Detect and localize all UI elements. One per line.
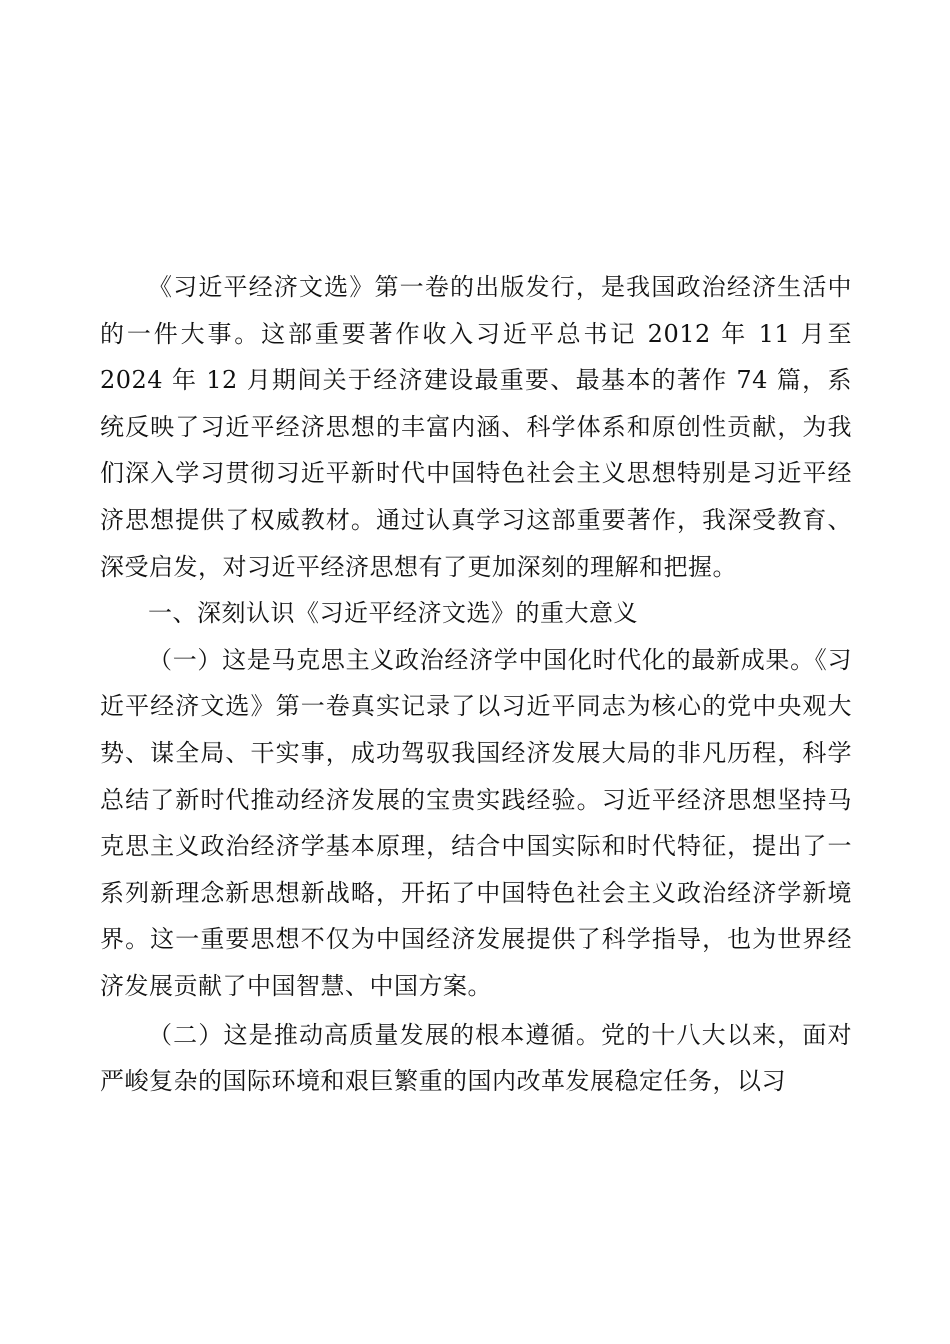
intro-paragraph: 《习近平经济文选》第一卷的出版发行，是我国政治经济生活中的一件大事。这部重要著作收入习近平总书记 2012 年 11 月至 2024 年 12 月期间关于经济建设最重要、最基本的著作 74 篇，系统反映了习近平经济思想的丰富内涵、科学体系和原创性贡献，为我们深入学习贯彻习近平新时代中国特色社会主义思想特别是习近平经济思想提供了权威教材。通过认真学习这部重要著作，我深受教育、深受启发，对习近平经济思想有了更加深刻的理解和把握。	[100, 273, 852, 581]
subsection-paragraph-2: （二）这是推动高质量发展的根本遵循。党的十八大以来，面对严峻复杂的国际环境和艰巨繁重的国内改革发展稳定任务，以习	[100, 1020, 852, 1096]
subsection-paragraph-1: （一）这是马克思主义政治经济学中国化时代化的最新成果。《习近平经济文选》第一卷真实记录了以习近平同志为核心的党中央观大势、谋全局、干实事，成功驾驭我国经济发展大局的非凡历程，科学总结了新时代推动经济发展的宝贵实践经验。习近平经济思想坚持马克思主义政治经济学基本原理，结合中国实际和时代特征，提出了一系列新理念新思想新战略，开拓了中国特色社会主义政治经济学新境界。这一重要思想不仅为中国经济发展提供了科学指导，也为世界经济发展贡献了中国智慧、中国方案。	[100, 645, 852, 1000]
section-heading-1: 一、深刻认识《习近平经济文选》的重大意义	[148, 599, 638, 628]
document-body	[100, 264, 852, 1105]
